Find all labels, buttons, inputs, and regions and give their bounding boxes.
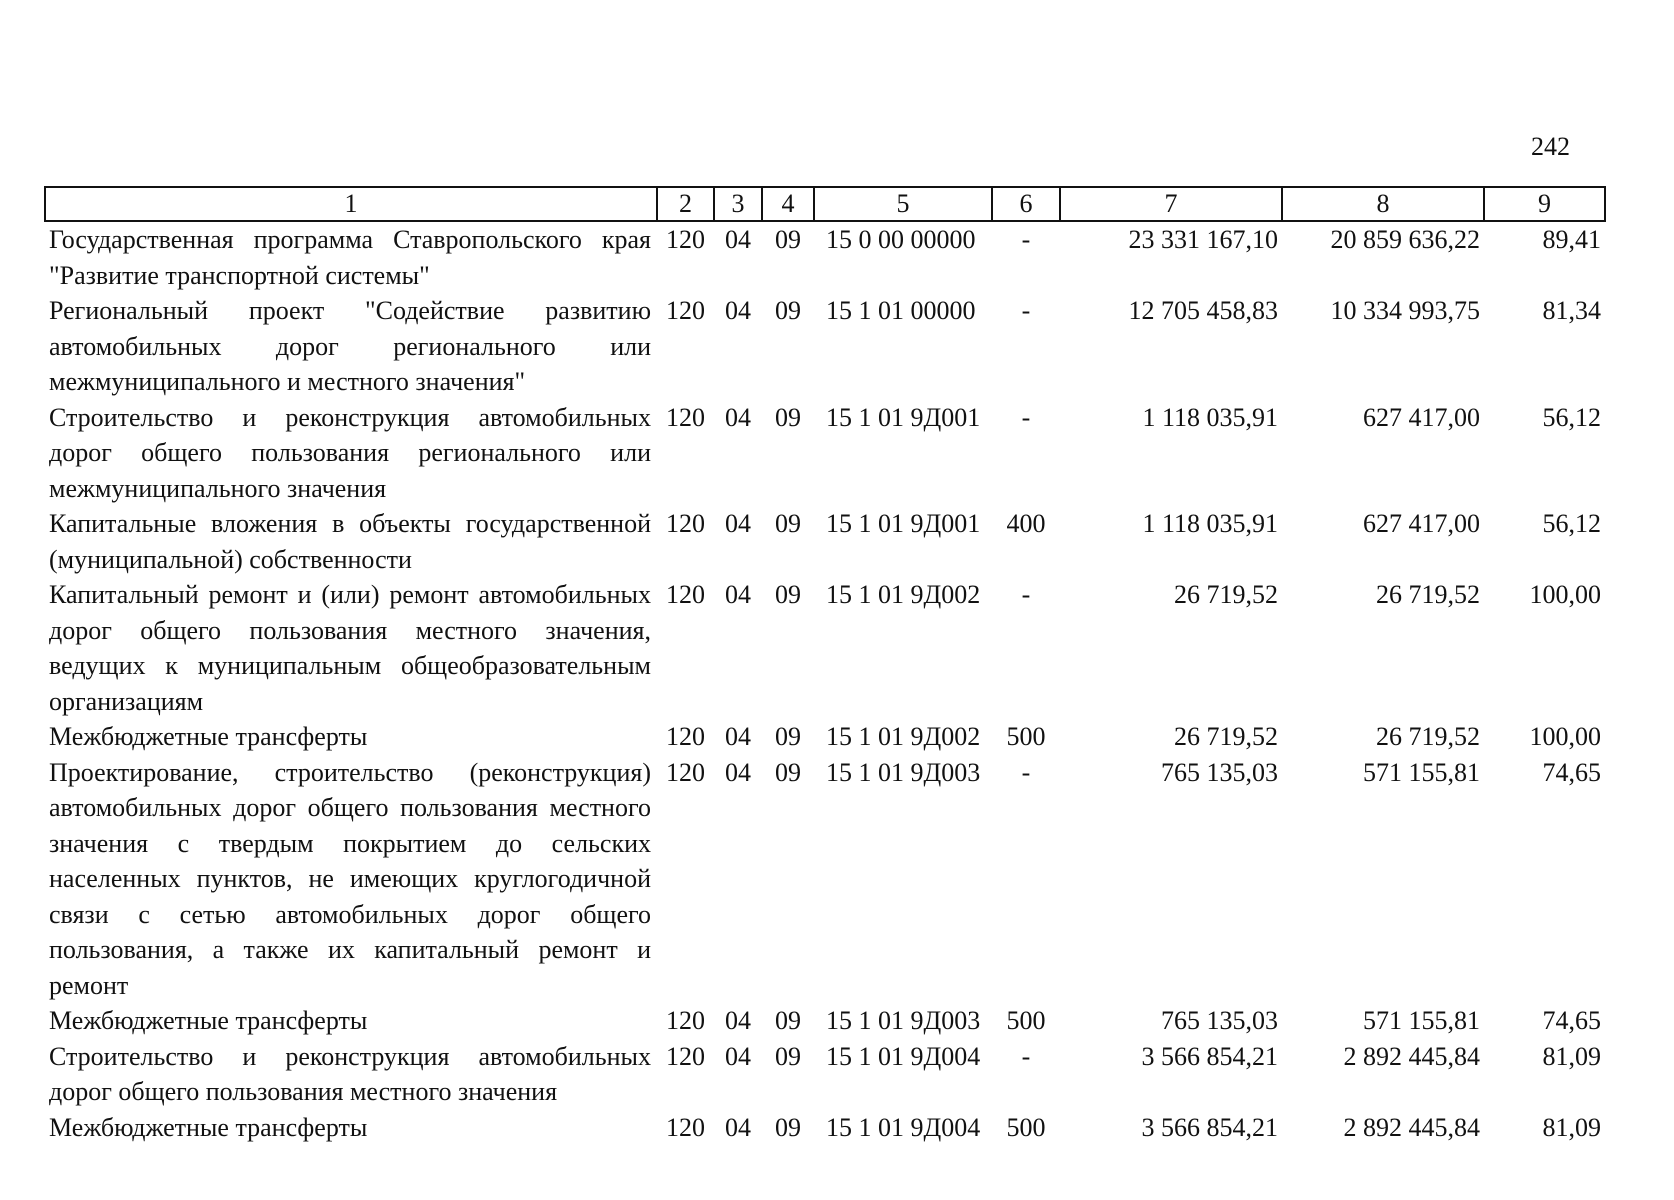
row-description: Проектирование, строительство (реконструкция) автомобильных дорог общего пользования местного значения с твердым покрытием до сельских населенных пунктов, не имеющих круглогодичной связи с сетью автомобильных дорог общего пользования, а также их капитальный ремонт и ремонт <box>49 757 651 1000</box>
table-row <box>45 400 1605 507</box>
cell-target-code: 15 1 01 9Д001 <box>826 509 981 538</box>
cell-subsection: 09 <box>775 1006 801 1035</box>
header-cell: 7 <box>1060 187 1282 221</box>
row-description: Строительство и реконструкция автомобильных дорог общего пользования местного значения <box>49 1041 651 1106</box>
row-description: Межбюджетные трансферты <box>49 1112 368 1142</box>
cell-percent: 81,09 <box>1542 1112 1601 1142</box>
cell-actual: 571 155,81 <box>1363 757 1480 787</box>
cell-section: 04 <box>725 225 751 254</box>
row-description: Капитальный ремонт и (или) ремонт автомобильных дорог общего пользования местного значения, ведущих к муниципальным общеобразовательным организациям <box>49 580 651 716</box>
row-description: Строительство и реконструкция автомобильных дорог общего пользования регионального или межмуниципального значения <box>49 402 651 503</box>
cell-subsection: 09 <box>775 722 801 751</box>
cell-target-code: 15 1 01 9Д003 <box>826 1006 981 1035</box>
table-row <box>45 1003 1605 1039</box>
page-number: 242 <box>1531 132 1570 161</box>
cell-plan: 1 118 035,91 <box>1142 402 1278 432</box>
cell-section: 04 <box>725 402 751 432</box>
cell-subsection: 09 <box>775 1041 801 1071</box>
cell-subsection: 09 <box>775 402 801 432</box>
cell-actual: 20 859 636,22 <box>1330 225 1480 254</box>
cell-plan: 1 118 035,91 <box>1142 509 1278 538</box>
cell-section: 04 <box>725 1041 751 1071</box>
cell-expense-type: - <box>1021 402 1031 432</box>
row-description: Межбюджетные трансферты <box>49 1006 368 1035</box>
header-cell: 3 <box>714 187 762 221</box>
cell-ministry: 120 <box>666 1041 705 1071</box>
cell-ministry: 120 <box>666 296 705 325</box>
cell-plan: 26 719,52 <box>1174 722 1278 751</box>
cell-subsection: 09 <box>775 296 801 325</box>
header-row <box>45 187 1605 221</box>
cell-expense-type: - <box>1021 580 1031 609</box>
cell-percent: 89,41 <box>1542 225 1601 254</box>
cell-plan: 765 135,03 <box>1161 757 1278 787</box>
cell-plan: 26 719,52 <box>1174 580 1278 609</box>
cell-expense-type: - <box>1021 225 1031 254</box>
cell-plan: 12 705 458,83 <box>1128 296 1278 325</box>
cell-target-code: 15 1 01 9Д001 <box>826 402 981 432</box>
table-row <box>45 577 1605 719</box>
budget-table <box>44 186 1606 1145</box>
cell-subsection: 09 <box>775 509 801 538</box>
cell-percent: 100,00 <box>1529 722 1601 751</box>
header-cell: 8 <box>1282 187 1484 221</box>
cell-expense-type: - <box>1021 1041 1031 1071</box>
cell-percent: 100,00 <box>1529 580 1601 609</box>
table-row <box>45 221 1605 293</box>
cell-target-code: 15 1 01 9Д002 <box>826 580 981 609</box>
cell-ministry: 120 <box>666 757 705 787</box>
cell-actual: 26 719,52 <box>1376 580 1480 609</box>
header-cell: 9 <box>1484 187 1605 221</box>
row-description: Государственная программа Ставропольского края "Развитие транспортной системы" <box>49 225 651 290</box>
cell-percent: 56,12 <box>1542 509 1601 538</box>
cell-section: 04 <box>725 296 751 325</box>
cell-percent: 81,34 <box>1542 296 1601 325</box>
header-cell: 1 <box>45 187 657 221</box>
cell-section: 04 <box>725 1112 751 1142</box>
cell-actual: 10 334 993,75 <box>1330 296 1480 325</box>
cell-plan: 765 135,03 <box>1161 1006 1278 1035</box>
cell-plan: 3 566 854,21 <box>1141 1112 1278 1142</box>
cell-percent: 56,12 <box>1542 402 1601 432</box>
table-row <box>45 1110 1605 1146</box>
cell-expense-type: 500 <box>1006 1112 1046 1142</box>
cell-target-code: 15 1 01 00000 <box>826 296 976 325</box>
row-description: Межбюджетные трансферты <box>49 722 368 751</box>
cell-actual: 2 892 445,84 <box>1343 1041 1480 1071</box>
cell-target-code: 15 1 01 9Д002 <box>826 722 981 751</box>
cell-subsection: 09 <box>775 757 801 787</box>
cell-target-code: 15 1 01 9Д004 <box>826 1041 981 1071</box>
cell-ministry: 120 <box>666 722 705 751</box>
cell-actual: 26 719,52 <box>1376 722 1480 751</box>
cell-plan: 23 331 167,10 <box>1128 225 1278 254</box>
cell-target-code: 15 1 01 9Д003 <box>826 757 981 787</box>
cell-subsection: 09 <box>775 580 801 609</box>
cell-expense-type: 500 <box>1006 1006 1046 1035</box>
table-row <box>45 506 1605 577</box>
cell-ministry: 120 <box>666 1112 705 1142</box>
header-cell: 6 <box>992 187 1060 221</box>
header-cell: 5 <box>814 187 992 221</box>
cell-percent: 74,65 <box>1542 757 1601 787</box>
cell-ministry: 120 <box>666 402 705 432</box>
cell-expense-type: 400 <box>1006 509 1046 538</box>
header-cell: 4 <box>762 187 814 221</box>
cell-ministry: 120 <box>666 509 705 538</box>
cell-target-code: 15 0 00 00000 <box>826 225 976 254</box>
cell-section: 04 <box>725 580 751 609</box>
row-description: Региональный проект "Содействие развитию автомобильных дорог регионального или межмуниципального и местного значения" <box>49 296 651 396</box>
cell-target-code: 15 1 01 9Д004 <box>826 1112 981 1142</box>
table-row <box>45 1039 1605 1110</box>
cell-percent: 81,09 <box>1542 1041 1601 1071</box>
table-row <box>45 719 1605 755</box>
cell-actual: 571 155,81 <box>1363 1006 1480 1035</box>
row-description: Капитальные вложения в объекты государственной (муниципальной) собственности <box>49 509 651 574</box>
cell-actual: 627 417,00 <box>1363 402 1480 432</box>
cell-section: 04 <box>725 509 751 538</box>
cell-section: 04 <box>725 757 751 787</box>
cell-actual: 2 892 445,84 <box>1343 1112 1480 1142</box>
table-row <box>45 755 1605 1004</box>
cell-subsection: 09 <box>775 1112 801 1142</box>
cell-plan: 3 566 854,21 <box>1141 1041 1278 1071</box>
cell-ministry: 120 <box>666 580 705 609</box>
cell-expense-type: - <box>1021 757 1031 787</box>
cell-section: 04 <box>725 1006 751 1035</box>
cell-expense-type: 500 <box>1006 722 1046 751</box>
cell-subsection: 09 <box>775 225 801 254</box>
cell-actual: 627 417,00 <box>1363 509 1480 538</box>
header-cell: 2 <box>657 187 714 221</box>
cell-section: 04 <box>725 722 751 751</box>
cell-ministry: 120 <box>666 1006 705 1035</box>
cell-ministry: 120 <box>666 225 705 254</box>
cell-expense-type: - <box>1021 296 1031 325</box>
cell-percent: 74,65 <box>1542 1006 1601 1035</box>
table-row <box>45 293 1605 400</box>
